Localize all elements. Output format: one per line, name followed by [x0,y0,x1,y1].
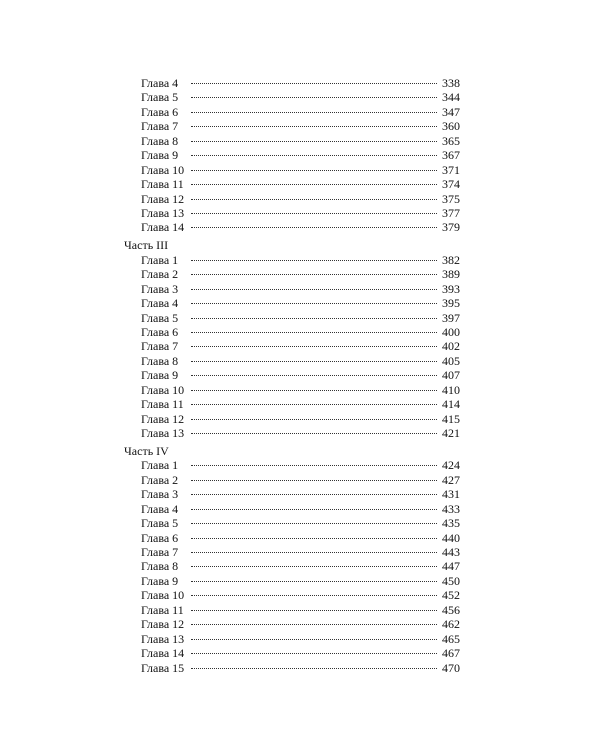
toc-entry-label: Глава 10 [141,588,185,603]
toc-entry-label: Глава 12 [141,411,185,426]
dot-leader [191,639,437,640]
dot-leader [191,653,437,654]
dot-leader [191,126,437,127]
toc-entry-label: Глава 4 [141,76,179,90]
toc-entry-label: Глава 3 [141,281,179,296]
toc-entry[interactable] [124,383,464,397]
toc-entry-page-number: 450 [442,573,460,588]
toc-entry-label: Глава 2 [141,267,179,282]
dot-leader [191,419,437,420]
dot-leader [191,595,437,596]
dot-leader [191,274,437,275]
toc-entry[interactable] [124,267,464,281]
toc-entry[interactable] [124,206,464,220]
toc-entry-page-number: 456 [442,602,460,617]
toc-entry[interactable] [124,458,464,472]
dot-leader [191,538,437,539]
toc-entry-page-number: 470 [442,660,460,675]
toc-entry-label: Глава 3 [141,487,179,502]
part-heading: Часть III [124,238,169,253]
toc-entry-page-number: 397 [442,310,460,325]
toc-entry[interactable] [124,661,464,675]
toc-entry[interactable] [124,296,464,310]
toc-entry[interactable] [124,397,464,411]
toc-entry-label: Глава 13 [141,426,185,440]
toc-entry-page-number: 427 [442,472,460,487]
toc-entry-label: Глава 13 [141,631,185,646]
toc-entry[interactable] [124,90,464,104]
toc-entry-page-number: 395 [442,296,460,311]
part-heading: Часть IV [124,443,169,458]
dot-leader [191,260,437,261]
dot-leader [191,668,437,669]
dot-leader [191,523,437,524]
toc-section [124,444,464,675]
toc-entry-page-number: 424 [442,458,460,473]
toc-entry[interactable] [124,617,464,631]
toc-entry-label: Глава 1 [141,458,179,473]
toc-entry[interactable] [124,502,464,516]
toc-entry-page-number: 344 [442,90,460,105]
dot-leader [191,465,437,466]
dot-leader [191,375,437,376]
toc-entry-label: Глава 13 [141,205,185,220]
toc-entry[interactable] [124,325,464,339]
toc-entry[interactable] [124,339,464,353]
toc-entry[interactable] [124,646,464,660]
toc-entry[interactable] [124,105,464,119]
dot-leader [191,155,437,156]
dot-leader [191,213,437,214]
toc-entry-label: Глава 11 [141,177,184,192]
toc-entry-label: Глава 11 [141,397,184,412]
toc-entry[interactable] [124,354,464,368]
toc-entry-page-number: 440 [442,530,460,545]
toc-entry-page-number: 393 [442,281,460,296]
dot-leader [191,552,437,553]
toc-entry[interactable] [124,311,464,325]
toc-entry-page-number: 405 [442,353,460,368]
toc-entry-page-number: 371 [442,162,460,177]
toc-entry[interactable] [124,412,464,426]
toc-entry-page-number: 433 [442,501,460,516]
dot-leader [191,303,437,304]
toc-entry[interactable] [124,603,464,617]
dot-leader [191,184,437,185]
toc-entry-label: Глава 15 [141,660,185,675]
toc-entry[interactable] [124,487,464,501]
toc-entry-page-number: 462 [442,617,460,632]
toc-entry[interactable] [124,177,464,191]
toc-entry-page-number: 421 [442,426,460,440]
toc-entry-label: Глава 9 [141,148,179,163]
dot-leader [191,581,437,582]
toc-entry-page-number: 382 [442,252,460,267]
dot-leader [191,509,437,510]
toc-entry-page-number: 379 [442,220,460,235]
toc-entry-label: Глава 7 [141,339,179,354]
dot-leader [191,361,437,362]
toc-entry[interactable] [124,192,464,206]
toc-entry-label: Глава 10 [141,162,185,177]
toc-entry[interactable] [124,282,464,296]
toc-entry[interactable] [124,531,464,545]
dot-leader [191,566,437,567]
toc-entry-label: Глава 1 [141,252,179,267]
dot-leader [191,170,437,171]
toc-entry[interactable] [124,148,464,162]
toc-entry[interactable] [124,220,464,234]
toc-entry-page-number: 431 [442,487,460,502]
toc-entry-label: Глава 6 [141,324,179,339]
toc-entry[interactable] [124,368,464,382]
toc-entry-page-number: 400 [442,324,460,339]
toc-entry-label: Глава 7 [141,119,179,134]
dot-leader [191,97,437,98]
toc-entry-page-number: 465 [442,631,460,646]
toc-entry-page-number: 367 [442,148,460,163]
toc-entry-page-number: 407 [442,368,460,383]
toc-entry-label: Глава 6 [141,104,179,119]
toc-entry[interactable] [124,574,464,588]
toc-entry-page-number: 338 [442,76,460,90]
toc-entry-label: Глава 4 [141,501,179,516]
toc-entry-label: Глава 9 [141,573,179,588]
dot-leader [191,289,437,290]
toc-entry-page-number: 443 [442,545,460,559]
toc-entry[interactable] [124,119,464,133]
toc-entry-label: Глава 6 [141,530,179,545]
dot-leader [191,83,437,84]
dot-leader [191,332,437,333]
toc-entry-page-number: 435 [442,516,460,531]
toc-entry-page-number: 402 [442,339,460,354]
toc-entry-page-number: 347 [442,104,460,119]
dot-leader [191,346,437,347]
toc-entry[interactable] [124,426,464,440]
dot-leader [191,141,437,142]
dot-leader [191,390,437,391]
toc-entry[interactable] [124,473,464,487]
dot-leader [191,199,437,200]
dot-leader [191,494,437,495]
dot-leader [191,624,437,625]
toc-entry-label: Глава 5 [141,310,179,325]
toc-entry-label: Глава 12 [141,617,185,632]
toc-entry-page-number: 414 [442,397,460,412]
toc-entry-label: Глава 12 [141,191,185,206]
toc-entry[interactable] [124,253,464,267]
toc-entry-label: Глава 8 [141,133,179,148]
dot-leader [191,480,437,481]
toc-entry[interactable] [124,163,464,177]
toc-entry-label: Глава 8 [141,559,179,574]
toc-entry-label: Глава 7 [141,545,179,559]
table-of-contents [124,76,464,675]
toc-entry-page-number: 467 [442,646,460,661]
toc-entry-page-number: 452 [442,588,460,603]
toc-entry-label: Глава 8 [141,353,179,368]
toc-section [124,238,464,440]
toc-entry-page-number: 447 [442,559,460,574]
toc-entry-page-number: 389 [442,267,460,282]
toc-entry-label: Глава 14 [141,646,185,661]
toc-entry-page-number: 410 [442,382,460,397]
toc-entry-page-number: 377 [442,205,460,220]
toc-section [124,76,464,235]
toc-entry[interactable] [124,632,464,646]
toc-entry-page-number: 375 [442,191,460,206]
toc-entry-page-number: 374 [442,177,460,192]
dot-leader [191,227,437,228]
dot-leader [191,433,437,434]
toc-entry-page-number: 360 [442,119,460,134]
toc-entry-label: Глава 2 [141,472,179,487]
toc-entry[interactable] [124,545,464,559]
toc-entry-label: Глава 11 [141,602,184,617]
toc-entry[interactable] [124,516,464,530]
toc-entry-label: Глава 10 [141,382,185,397]
toc-entry[interactable] [124,588,464,602]
toc-entry-label: Глава 9 [141,368,179,383]
toc-entry-label: Глава 5 [141,516,179,531]
dot-leader [191,318,437,319]
toc-entry-label: Глава 4 [141,296,179,311]
toc-entry[interactable] [124,76,464,90]
dot-leader [191,610,437,611]
toc-entry-label: Глава 14 [141,220,185,235]
toc-entry-page-number: 415 [442,411,460,426]
dot-leader [191,112,437,113]
toc-entry-label: Глава 5 [141,90,179,105]
dot-leader [191,404,437,405]
toc-entry[interactable] [124,559,464,573]
toc-entry[interactable] [124,134,464,148]
toc-entry-page-number: 365 [442,133,460,148]
